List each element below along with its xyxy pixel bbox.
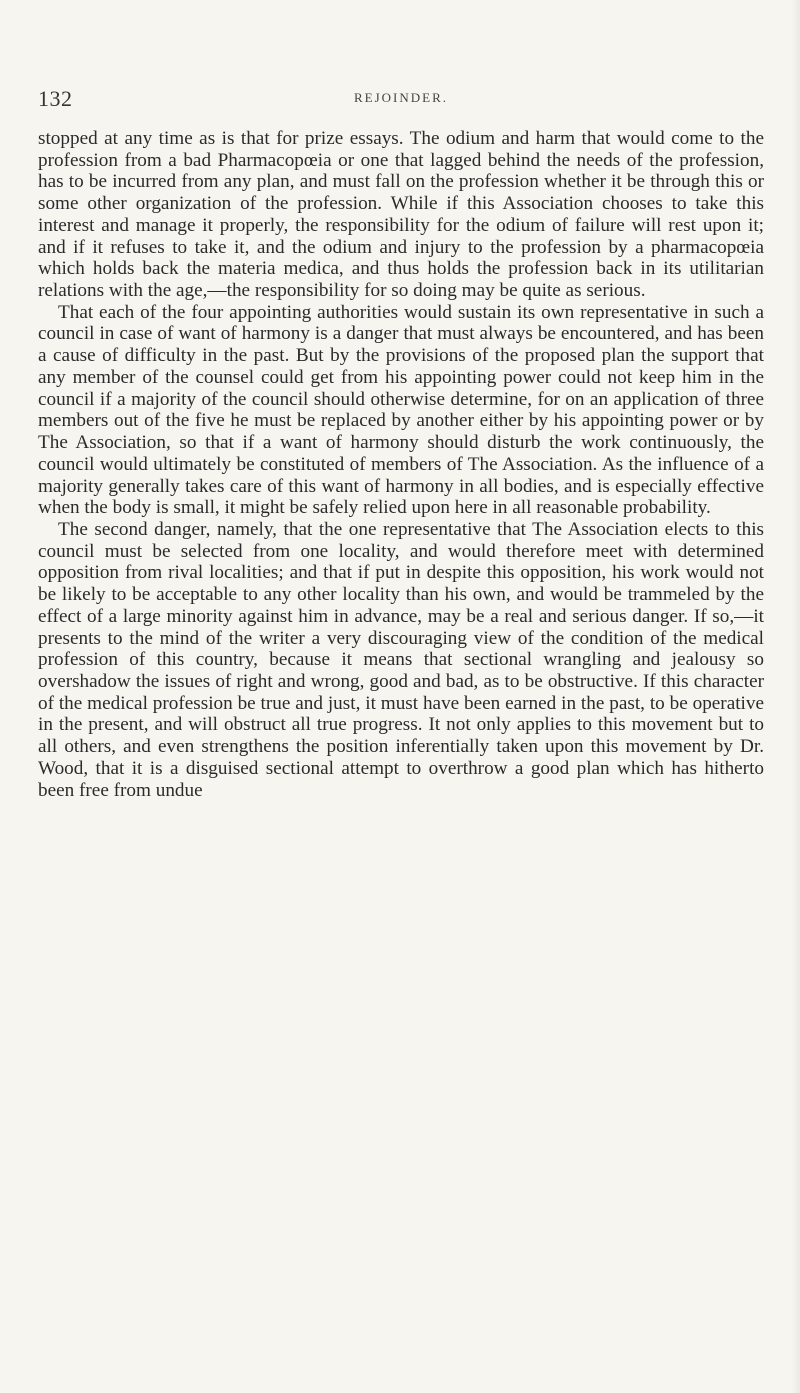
page-number: 132 <box>38 86 73 111</box>
page-edge-shadow <box>792 0 800 1393</box>
paragraph-3: The second danger, namely, that the one representative that The Association elects to this council must be selected from one locality, and would therefore meet with determined opposition from rival localities; and that if put in despite this opposition, his work would not be likely to be acceptable to any other locality than his own, and would be trammeled by the effect of a large minority against him in advance, may be a real and serious danger. If so,—it presents to the mind of the writer a very discouraging view of the condition of the medical profession of this country, because it means that sectional wrangling and jealousy so overshadow the issues of right and wrong, good and bad, as to be obstructive. If this character of the medical profession be true and just, it must have been earned in the past, to be operative in the present, and will obstruct all true progress. It not only applies to this movement but to all others, and even strengthens the position inferentially taken upon this movement by Dr. Wood, that it is a disguised sectional attempt to overthrow a good plan which has hitherto been free from undue <box>38 518 764 801</box>
text-body <box>38 128 764 801</box>
page-header <box>38 86 764 114</box>
paragraph-2: That each of the four appointing authorities would sustain its own representative in such a council in case of want of harmony is a danger that must always be encountered, and has been a cause of difficulty in the past. But by the provisions of the proposed plan the support that any member of the counsel could get from his appointing power could not keep him in the council if a majority of the council should otherwise determine, for on an application of three members out of the five he must be replaced by another either by his appointing power or by The Association, so that if a want of harmony should disturb the work continuously, the council would ultimately be constituted of members of The Association. As the influence of a majority generally takes care of this want of harmony in all bodies, and is especially effective when the body is small, it might be safely relied upon here in all reasonable probability. <box>38 301 764 519</box>
running-head: REJOINDER. <box>353 90 449 105</box>
paragraph-1: stopped at any time as is that for prize essays. The odium and harm that would come to the profession from a bad Pharmacopœia or one that lagged behind the needs of the profession, has to be incurred from any plan, and must fall on the profession whether it be through this or some other organization of the profession. While if this Association chooses to take this interest and manage it properly, the responsibility for the odium of failure will rest upon it; and if it refuses to take it, and the odium and injury to the profession by a pharmacopœia which holds back the materia medica, and thus holds the profession back in its utilitarian relations with the age,—the responsibility for so doing may be quite as serious. <box>38 128 764 302</box>
